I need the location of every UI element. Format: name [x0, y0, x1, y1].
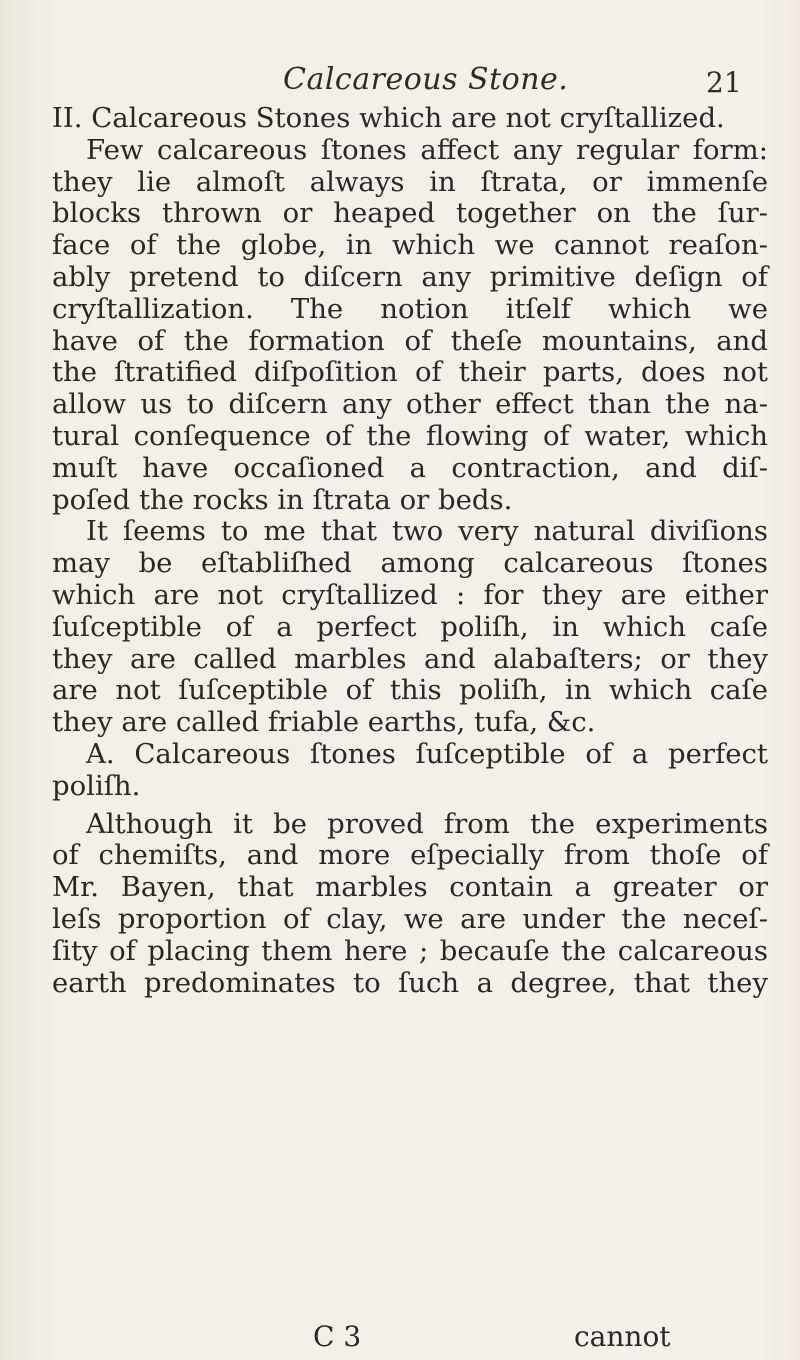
page-number: 21 — [706, 66, 742, 99]
subsection-heading: A. Calcareous ſtones ſuſceptible of a perfect — [86, 737, 768, 770]
paragraph-line: tural conſequence of the flowing of water, which — [52, 419, 768, 452]
paragraph-line: poſed the rocks in ſtrata or beds. — [52, 483, 513, 516]
running-title: Calcareous Stone. — [283, 62, 569, 97]
paragraph-line: the ſtratified diſpoſition of their parts, does not — [52, 356, 768, 389]
catchword: cannot — [574, 1320, 671, 1353]
running-head — [0, 62, 800, 102]
paragraph-line: are not ſuſceptible of this poliſh, in which caſe — [52, 674, 768, 707]
paragraph-line: they are called marbles and alabaſters; or they — [52, 642, 768, 675]
paragraph-line: It ſeems to me that two very natural diviſions — [86, 515, 768, 548]
paragraph-line: Although it be proved from the experiments — [86, 807, 768, 840]
paragraph-line: ſity of placing them here ; becauſe the calcareous — [52, 934, 768, 967]
paragraph-line: earth predominates to ſuch a degree, that they — [52, 966, 768, 999]
signature-mark: C 3 — [313, 1320, 362, 1353]
paragraph-line: ably pretend to diſcern any primitive deſign of — [52, 260, 768, 293]
page-footer — [0, 1320, 800, 1352]
body-text — [52, 103, 768, 999]
paragraph-line: have of the formation of theſe mountains, and — [52, 324, 768, 357]
paragraph-line: which are not cryſtallized : for they are either — [52, 578, 768, 611]
paragraph-line: ſuſceptible of a perfect poliſh, in which caſe — [52, 610, 768, 643]
paragraph-line: blocks thrown or heaped together on the ſur- — [52, 197, 768, 230]
paragraph-line: they are called friable earths, tufa, &c. — [52, 706, 596, 739]
paragraph-line: Mr. Bayen, that marbles contain a greater or — [52, 871, 768, 904]
paragraph-line: muſt have occaſioned a contraction, and diſ- — [52, 451, 768, 484]
paragraph-line: cryſtallization. The notion itſelf which we — [52, 292, 768, 325]
paragraph-line: may be eſtabliſhed among calcareous ſtones — [52, 547, 768, 580]
paragraph-line: face of the globe, in which we cannot reaſon- — [52, 229, 768, 262]
paragraph-line: Few calcareous ſtones affect any regular form: — [86, 133, 768, 166]
paragraph-line: of chemiſts, and more eſpecially from thoſe of — [52, 839, 768, 872]
paragraph-line: allow us to diſcern any other effect than the na- — [52, 388, 768, 421]
section-heading: II. Calcareous Stones which are not cryſtallized. — [52, 102, 725, 134]
paragraph-line: they lie almoſt always in ſtrata, or immenſe — [52, 165, 768, 198]
subsection-heading: poliſh. — [52, 769, 141, 802]
paragraph-line: leſs proportion of clay, we are under the neceſ- — [52, 902, 768, 935]
